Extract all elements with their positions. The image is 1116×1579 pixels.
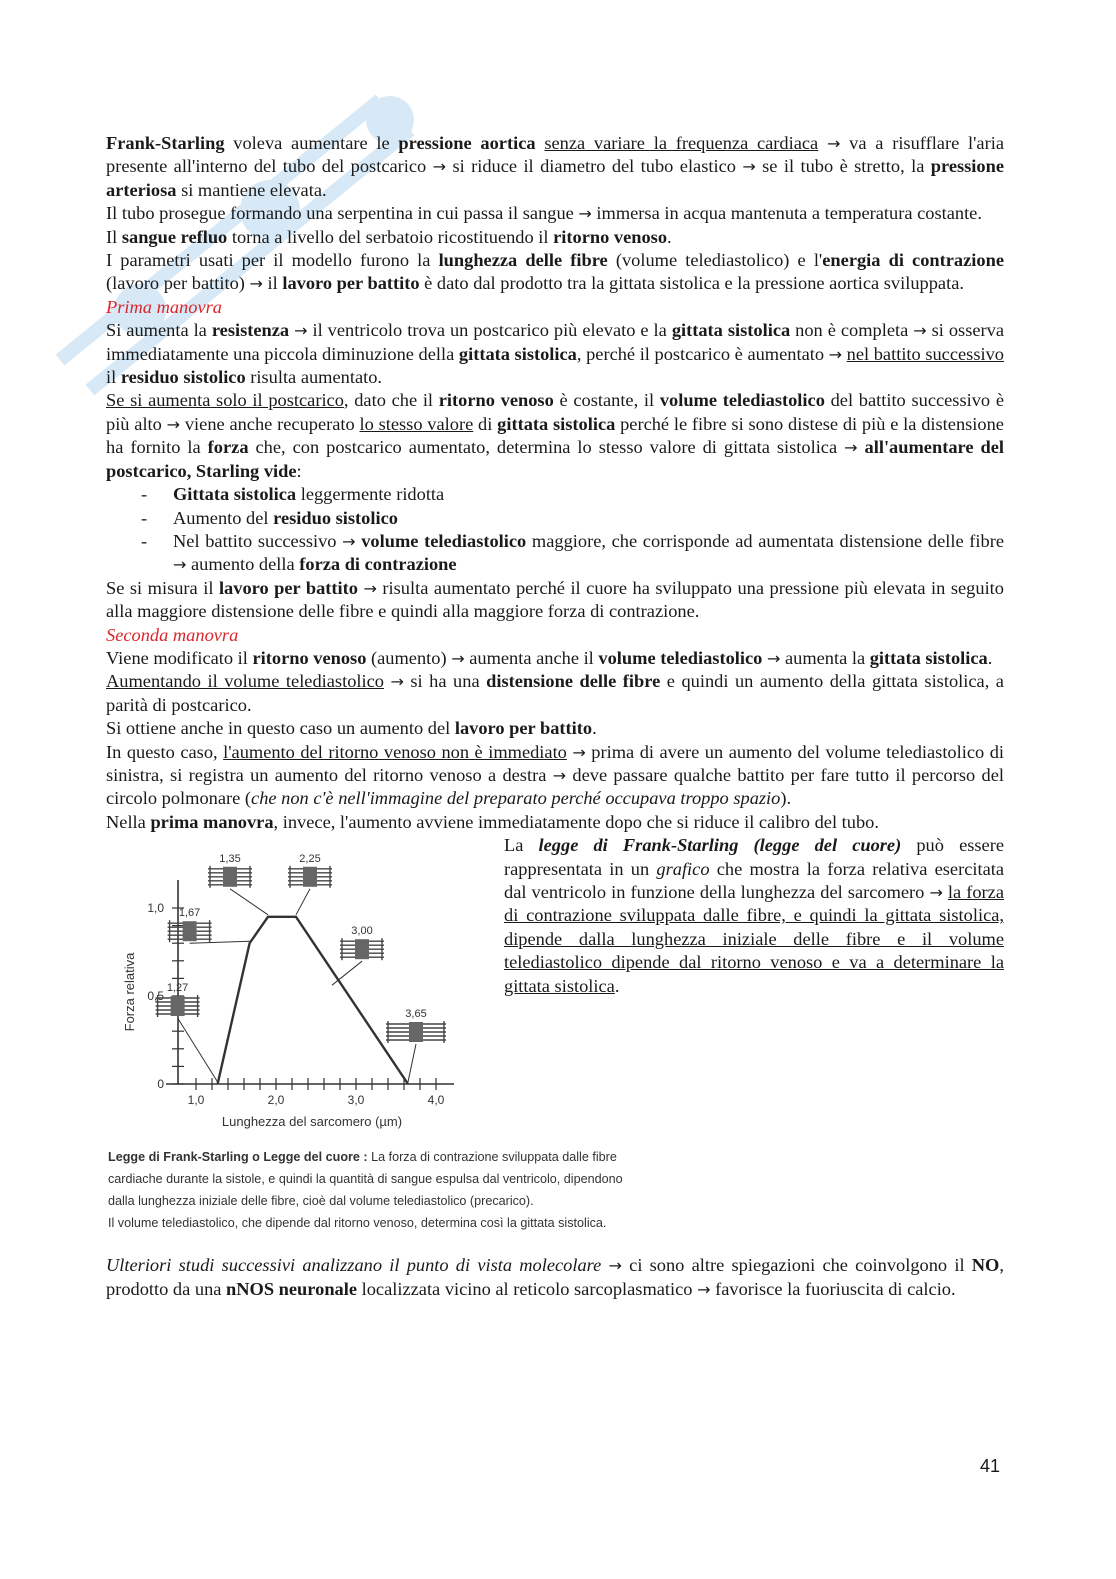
text-bold: NO: [971, 1255, 1000, 1276]
sarcomere-icon: [332, 938, 384, 985]
document-body: [106, 132, 1004, 1301]
text-bold: all'aumentare del postcarico, Starling vide: [106, 437, 1004, 481]
text: Si aumenta la: [106, 320, 212, 341]
text-underline: Se si aumenta solo il postcarico: [106, 390, 344, 411]
arrow-icon: →: [363, 578, 377, 598]
list-item: [173, 507, 1004, 530]
text: leggermente ridotta: [296, 484, 445, 505]
arrow-icon: →: [827, 134, 841, 153]
text: se il tubo è stretto, la: [755, 156, 931, 177]
arrow-icon: →: [342, 531, 356, 551]
text: [818, 133, 827, 153]
text-bold: gittata sistolica: [497, 413, 616, 434]
y-tick-label: 0: [157, 1077, 164, 1092]
text-underline: l'aumento del ritorno venoso non è immediato: [223, 741, 567, 762]
text: .: [987, 647, 993, 668]
text-underline: senza variare la frequenza cardiaca: [544, 133, 819, 153]
y-tick-label: 1,0: [147, 901, 164, 916]
text: Se si misura il: [106, 577, 219, 598]
text: maggiore, che corrisponde ad aumentata distensione delle fibre: [526, 530, 1004, 551]
a-band: [355, 939, 369, 959]
text: ).: [780, 788, 792, 809]
caption-line-3: dalla lunghezza iniziale delle fibre, cioè dal volume telediastolico (precarico).: [108, 1194, 534, 1209]
text: favorisce la fuoriuscita di calcio.: [710, 1278, 956, 1299]
caption-text: La forza di contrazione sviluppata dalle fibre: [367, 1150, 617, 1165]
text: deve passare qualche battito per fare tutto il percorso del circolo polmonare (: [106, 764, 1004, 809]
text: , invece, l'aumento avviene immediatamente dopo che si riduce il calibro del tubo.: [273, 811, 879, 832]
text: e quindi un aumento della gittata sistolica, a parità di postcarico.: [106, 671, 1004, 715]
y-axis-label: Forza relativa: [122, 952, 137, 1032]
text: , dato che il: [343, 390, 439, 411]
x-tick-label: 2,0: [267, 1093, 285, 1108]
chart-sarcomere-icons: [156, 866, 446, 1082]
paragraph-9: [106, 670, 1004, 717]
text: è costante, il: [553, 390, 660, 411]
paragraph-6: [106, 389, 1004, 483]
text-bold: nNOS neuronale: [226, 1278, 358, 1299]
paragraph-4: [106, 249, 1004, 296]
text: .: [592, 718, 597, 739]
text-bold: distensione delle fibre: [486, 671, 661, 692]
text-underline: la forza di contrazione sviluppata dalle fibre, e quindi la gittata sistolica, dipende dalla lunghezza iniziale delle fibre e il volume telediastolico dipende dal ritorno venoso e va a determinare la gittata sistolica: [504, 882, 1004, 996]
text: non è completa: [790, 320, 914, 341]
text-bold: Gittata sistolica: [173, 484, 297, 505]
arrow-icon: →: [173, 555, 187, 575]
frank-starling-chart: [106, 842, 490, 1142]
text: [601, 1255, 608, 1275]
sarcomere-icon: [156, 995, 218, 1082]
text: , perché il postcarico è aumentato: [576, 343, 829, 364]
arrow-icon: →: [390, 672, 404, 692]
text: Il tubo prosegue formando una serpentina in cui passa il sangue: [106, 203, 579, 224]
leader-line: [408, 1044, 416, 1082]
paragraph-11: [106, 741, 1004, 811]
a-band: [223, 867, 237, 887]
text: aumenta anche il: [464, 647, 599, 668]
text: Nel battito successivo: [173, 530, 343, 551]
chart-axes: [166, 880, 454, 1084]
arrow-icon: →: [166, 414, 181, 434]
text: In questo caso,: [106, 741, 224, 762]
text: che, con postcarico aumentato, determina lo stesso valore di gittata sistolica: [248, 437, 845, 458]
text-bold: lavoro per battito: [454, 718, 593, 739]
paragraph-2: [106, 202, 1004, 225]
text-bold: Frank-Starling: [106, 133, 225, 153]
text: [536, 133, 545, 153]
text: immersa in acqua mantenuta a temperatura costante.: [591, 203, 982, 224]
text: (volume telediastolico) e l': [607, 250, 823, 271]
text-bold: prima manovra: [150, 811, 274, 832]
text: prima di avere un aumento del volume telediastolico di sinistra, si registra un aumento del ritorno venoso a destra: [106, 741, 1004, 785]
text: va a risufflare l'aria presente all'interno del tubo del postcarico: [106, 133, 1004, 177]
annotation-label: 1,67: [178, 907, 201, 920]
arrow-icon: →: [766, 648, 781, 668]
text: [858, 437, 865, 457]
text: che mostra la forza relativa esercitata dal ventricolo in funzione della lunghezza del sarcomero: [504, 858, 1005, 902]
leader-line: [332, 961, 362, 985]
x-tick-label: 3,0: [347, 1093, 365, 1108]
text: voleva aumentare le: [224, 133, 399, 153]
list-item: [173, 530, 1004, 577]
caption-line-4: Il volume telediastolico, che dipende dal ritorno venoso, determina così la gittata sistolica.: [108, 1216, 607, 1231]
text-italic: grafico: [656, 858, 710, 879]
leader-line: [178, 1018, 218, 1082]
text-bold: volume telediastolico: [361, 530, 527, 551]
bullet-list: [106, 483, 1004, 577]
text-bold: resistenza: [211, 320, 290, 341]
leader-line: [296, 889, 310, 915]
arrow-icon: →: [578, 204, 592, 224]
arrow-icon: →: [929, 883, 943, 902]
text: (aumento): [366, 647, 452, 668]
arrow-icon: →: [294, 321, 308, 341]
text-bold: residuo sistolico: [120, 367, 246, 388]
sarcomere-icon: [386, 1021, 446, 1082]
a-band: [183, 921, 197, 941]
text: I parametri usati per il modello furono la: [106, 250, 439, 271]
text: aumenta la: [780, 647, 870, 668]
text: del battito successivo è più alto: [106, 390, 1004, 434]
x-tick-label: 1,0: [187, 1093, 205, 1108]
text: si osserva immediatamente una piccola diminuzione della: [106, 320, 1005, 364]
arrow-icon: →: [828, 344, 843, 364]
text-bold: volume telediastolico: [598, 647, 763, 668]
text-underline: lo stesso valore: [359, 413, 474, 434]
text: torna a livello del serbatoio ricostituendo il: [227, 226, 554, 247]
paragraph-1: [106, 132, 1004, 202]
text-italic: Ulteriori studi successivi analizzano il punto di vista molecolare: [106, 1255, 602, 1276]
text-bold: pressione arteriosa: [106, 156, 1004, 200]
text: Viene modificato il: [106, 647, 253, 668]
caption-title: Legge di Frank-Starling o Legge del cuore :: [108, 1150, 368, 1165]
text: di: [473, 413, 498, 434]
text-bold: pressione aortica: [398, 133, 536, 153]
text: Nella: [106, 811, 151, 832]
leader-line: [230, 889, 268, 915]
arrow-icon: →: [451, 648, 465, 668]
sarcomere-icon: [168, 920, 250, 943]
sarcomere-icon: [208, 866, 268, 915]
section-heading-prima-manovra: Prima manovra: [106, 296, 222, 317]
text: viene anche recuperato: [180, 413, 360, 434]
text: :: [296, 460, 302, 481]
text: si mantiene elevata.: [176, 179, 327, 200]
text-bold: lavoro per battito: [282, 273, 420, 294]
text: Aumento del: [173, 507, 274, 528]
arrow-icon: →: [608, 1256, 622, 1276]
text: è dato dal prodotto tra la gittata sistolica e la pressione aortica sviluppata.: [419, 273, 964, 294]
text: Si ottiene anche in questo caso un aumento del: [106, 718, 455, 739]
page-number: 41: [980, 1456, 1001, 1476]
text-underline: nel battito successivo: [846, 343, 1004, 364]
annotation-label: 1,35: [219, 852, 241, 865]
arrow-icon: →: [432, 157, 447, 177]
text: si riduce il diametro del tubo elastico: [446, 156, 743, 177]
list-item: [173, 483, 1004, 506]
text: può essere rappresentata in un: [504, 835, 1004, 879]
arrow-icon: →: [844, 438, 858, 458]
text: il ventricolo trova un postcarico più elevato e la: [307, 320, 672, 341]
annotation-label: 3,65: [405, 1008, 427, 1021]
figure-section: [106, 834, 1004, 1254]
text: perché le fibre si sono distese di più e la distensione ha fornito la: [106, 413, 1004, 458]
text: , prodotto da una: [106, 1255, 1004, 1299]
text-bold: energia di contrazione: [822, 250, 1004, 271]
paragraph-14: [106, 1254, 1004, 1301]
text-bold: sangue refluo: [121, 226, 228, 247]
text: .: [614, 975, 620, 996]
a-band: [171, 996, 185, 1016]
chart-annotations: [167, 853, 427, 1020]
text-bold: lunghezza delle fibre: [438, 250, 608, 271]
x-axis-label: Lunghezza del sarcomero (µm): [221, 1114, 403, 1130]
text: il: [106, 367, 121, 388]
paragraph-10: [106, 717, 1004, 740]
text-bold: gittata sistolica: [869, 647, 988, 668]
text: risulta aumentato.: [245, 367, 383, 388]
paragraph-5: [106, 319, 1004, 389]
paragraph-8: [106, 647, 1004, 670]
paragraph-3: [106, 226, 1004, 249]
sarcomere-icon: [288, 866, 332, 915]
text: aumento della: [186, 554, 300, 575]
arrow-icon: →: [249, 274, 263, 294]
text: localizzata vicino al reticolo sarcoplasmatico: [357, 1278, 698, 1299]
arrow-icon: →: [913, 321, 927, 341]
arrow-icon: →: [552, 765, 567, 785]
text-bold: volume telediastolico: [659, 390, 825, 411]
text-bold: residuo sistolico: [273, 507, 398, 528]
text-bold: ritorno venoso: [553, 226, 668, 247]
section-heading-seconda-manovra: Seconda manovra: [106, 624, 239, 645]
text: Il: [106, 226, 122, 247]
text-bold: ritorno venoso: [252, 647, 367, 668]
text-italic: che non c'è nell'immagine del preparato perché occupava troppo spazio: [251, 788, 781, 809]
paragraph-12: [106, 811, 1004, 834]
text: .: [667, 226, 672, 247]
caption-line-1: [108, 1146, 708, 1168]
text: risulta aumentato perché il cuore ha sviluppato una pressione più elevata in seguito alla maggiore distensione delle fibre e quindi alla maggiore forza di contrazione.: [106, 577, 1004, 622]
text: La: [504, 835, 539, 856]
text: (lavoro per battito): [106, 273, 250, 294]
text-bold-italic: legge di Frank-Starling (legge del cuore): [538, 835, 902, 856]
text: ci sono altre spiegazioni che coinvolgono il: [621, 1255, 972, 1276]
arrow-icon: →: [572, 742, 586, 762]
text: si ha una: [403, 671, 487, 692]
text-bold: lavoro per battito: [218, 577, 358, 598]
text-bold: ritorno venoso: [438, 390, 554, 411]
text-bold: gittata sistolica: [671, 320, 791, 341]
annotation-label: 2,25: [299, 852, 321, 865]
a-band: [303, 867, 317, 887]
y-tick-label: 0,5: [147, 989, 164, 1004]
figure-caption: [108, 1146, 708, 1234]
arrow-icon: →: [697, 1279, 711, 1299]
leader-line: [190, 941, 250, 943]
paragraph-7: [106, 577, 1004, 624]
text-bold: forza di contrazione: [299, 554, 457, 575]
text-bold: gittata sistolica: [458, 343, 577, 364]
x-tick-label: 4,0: [427, 1093, 445, 1108]
text-bold: forza: [207, 437, 249, 458]
annotation-label: 1,27: [166, 982, 189, 995]
annotation-label: 3,00: [351, 925, 373, 938]
text-underline: Aumentando il volume telediastolico: [106, 671, 384, 692]
a-band: [409, 1022, 423, 1042]
arrow-icon: →: [742, 157, 756, 177]
paragraph-13: [504, 834, 1004, 998]
caption-line-2: cardiache durante la sistole, e quindi la quantità di sangue espulsa dal ventricolo, dipendono: [108, 1172, 623, 1187]
text: il: [262, 273, 283, 294]
